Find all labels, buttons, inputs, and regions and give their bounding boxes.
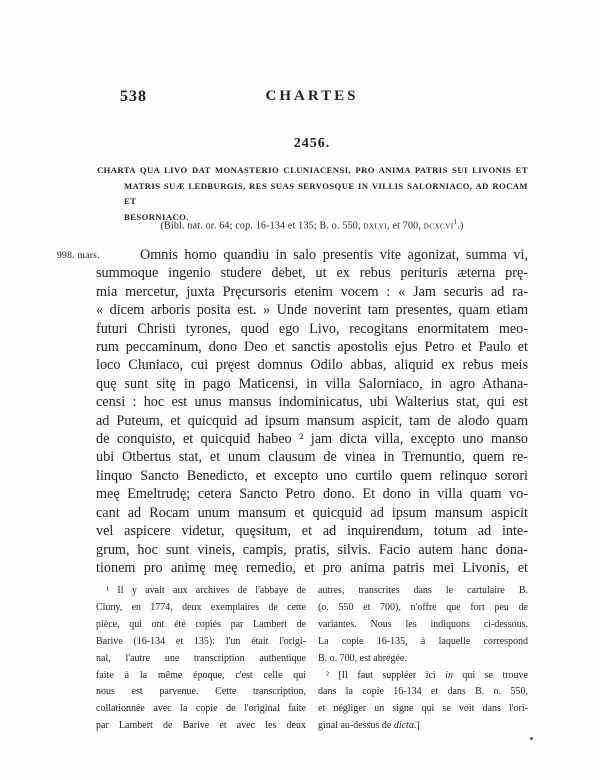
running-header: [96, 88, 528, 108]
footnote-line: variantes. Nous les indiquons ci-dessous.: [318, 618, 528, 630]
footnote-line: ginal au-dessus de dicta.]: [318, 720, 420, 732]
footnote-line: pièce, qui ont été copiés par Lambert de: [96, 618, 306, 630]
charter-heading-line: BESORNIACO.: [124, 211, 189, 222]
ink-speck: [530, 737, 533, 740]
charter-heading: [97, 163, 528, 225]
footnote-line: collationnée avec la copie de l'original faite: [96, 703, 306, 715]
charter-body-text: [96, 246, 528, 577]
charter-body-line: de conquisto, et quicquid habeo ² jam dicta villa, excępto uno manso: [96, 431, 528, 448]
footnotes-section: [96, 583, 528, 735]
footnote-line: ² [Il faut suppléer ici in qui se trouve: [326, 669, 528, 681]
footnote-line: (o. 550 et 700), n'offre que fort peu de: [318, 601, 528, 613]
citation-roman-numeral: dxlvi: [363, 220, 388, 232]
citation-text: .): [457, 220, 464, 232]
charter-body-line: quę sunt sitę in pago Maticensi, in villa Salorniaco, in agro Athana-: [96, 375, 528, 392]
footnote-column-left: [96, 583, 306, 735]
footnote-line: B. o. 700, est abrégée.: [318, 652, 407, 664]
running-title: CHARTES: [265, 88, 359, 104]
charter-body-line: tionem pro animę meę remedio, et pro anima patris mei Livonis, et: [96, 559, 528, 576]
footnote-line: ¹ Il y avait aux archives de l'abbaye de: [106, 585, 306, 596]
charter-number: 2456.: [293, 136, 331, 151]
charter-body-line: vel aspicere videtur, quęsitum, et ad inquirendum, totum ad inte-: [96, 523, 528, 540]
footnote-marker: 1: [453, 218, 458, 226]
charter-body-line: meę Emeltrudę; cetera Sancto Petro dono. Et dono in villa quam vo-: [96, 486, 528, 503]
charter-body-line: Omnis homo quandiu in salo presentis vite agonizat, summa vi,: [140, 247, 528, 263]
footnote-line: Cluny, en 1774, deux exemplaires de cette: [96, 601, 306, 613]
charter-body-line: ad Puteum, et quicquid ad ipsum mansum aspicit, tam de alodo quam: [96, 412, 528, 429]
page-number: 538: [120, 88, 147, 105]
footnote-line: autres, transcrites dans le cartulaire B.: [318, 585, 528, 596]
footnote-line: nal, l'autre une transcription authentique: [96, 652, 306, 664]
charter-heading-line: MATRIS SUÆ LEDBURGIS, RES SUAS SERVOSQUE IN VILLIS SALORNIACO, AD ROCAM ET: [124, 180, 528, 207]
footnote-line: dans la copie 16-134 et dans B. o. 550,: [318, 686, 528, 698]
charter-body-line: « dicem arboris posita est. » Unde noverint tam presentes, quam etiam: [96, 302, 528, 319]
footnote-line: par Lambert de Barive et avec les deux: [96, 720, 306, 732]
charter-body-line: censi : hoc est unus mansus indominicatus, ubi Walterius stat, qui est: [96, 394, 528, 411]
footnote-column-right: [318, 583, 528, 735]
charter-body-line: grum, hoc sunt vineis, campis, pratis, silvis. Facio autem hanc dona-: [96, 541, 528, 558]
charter-body-line: ubi Otbertus stat, et unum clausum de vinea in Tremuntio, quem re-: [96, 449, 528, 466]
footnote-line: La copie 16-135, à laquelle correspond: [318, 635, 528, 647]
citation-roman-numeral: dcxcvi: [423, 220, 454, 232]
citation-text: , et 700,: [387, 220, 424, 232]
footnote-line: et négliger un signe qui se voit dans l'ori-: [318, 703, 528, 715]
citation-text: (Bibl. nat. or. 64; cop. 16-134 et 135; B. o. 550,: [160, 220, 364, 232]
footnote-line: nous est parvenue. Cette transcription,: [96, 686, 306, 698]
charter-heading-line: CHARTA QUA LIVO DAT MONASTERIO CLUNIACENSI, PRO ANIMA PATRIS SUI LIVONIS ET: [97, 165, 528, 175]
charter-body-line: loco Cluniaco, cui pręest domnus Odilo abbas, aliquid ex rebus meis: [96, 357, 528, 374]
footnote-line: Barive (16-134 et 135): l'un était l'origi-: [96, 635, 306, 647]
footnote-line: faite à la même époque, c'est celle qui: [96, 669, 306, 681]
charter-body-line: futuri Christi tyrones, quod ego Livo, recogitans enormitatem meo-: [96, 320, 528, 337]
charter-body-line: cant ad Rocam unum mansum et quicquid ad ipsum mansum aspicit: [96, 504, 528, 521]
margin-date-note: 998. mars.: [57, 251, 100, 261]
charter-body-line: linquo Sancto Benedicto, et excepto uno curtilo quem relinquo sorori: [96, 467, 528, 484]
charter-body-line: mia mercetur, juxta Pręcursoris etenim vocem : « Jam securis ad ra-: [96, 283, 528, 300]
source-citation: [96, 218, 528, 231]
charter-body-line: summoque ingenio studere debet, ut ex rebus perituris æterna prę-: [96, 265, 528, 282]
charter-body-line: rum peccaminum, dono Deo et sanctis apostolis ejus Petro et Paulo et: [96, 339, 528, 356]
